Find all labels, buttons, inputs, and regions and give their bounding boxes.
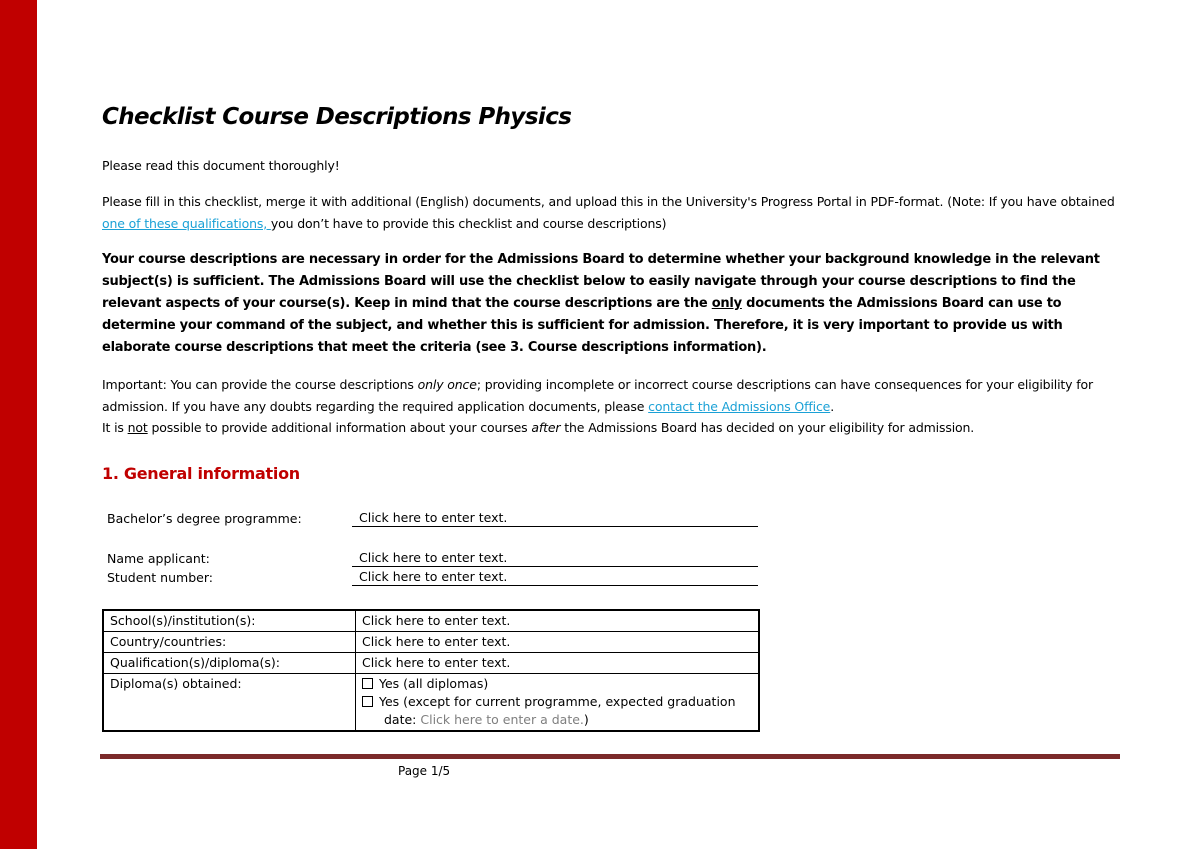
- diploma-option-except: [362, 693, 752, 711]
- importance-text-b: documents the Admissions Board can use to determine your command of the subject, and whether this is sufficient for admission. Therefore, it is very important to provide us with elaborate course descriptions that meet the criteria (see 3. Course descriptions information).: [102, 296, 1063, 355]
- document-title: Checklist Course Descriptions Physics: [102, 104, 572, 130]
- school-field[interactable]: Click here to enter text.: [356, 610, 760, 632]
- note-text-b: possible to provide additional information about your courses: [147, 420, 532, 435]
- section-general-information-heading: 1. General information: [102, 464, 300, 483]
- importance-only-word: only: [711, 296, 742, 311]
- date-prefix: date:: [384, 712, 421, 727]
- instructions-text-a: Please fill in this checklist, merge it with additional (English) documents, and upload this in the University's Progress Portal in PDF-format. (Note: If you have obtained: [102, 194, 1115, 209]
- table-row: [103, 632, 759, 653]
- checkbox-all-diplomas[interactable]: [362, 678, 373, 689]
- qualification-label: Qualification(s)/diploma(s):: [103, 653, 356, 674]
- table-row: [103, 653, 759, 674]
- importance-text-a: Your course descriptions are necessary in order for the Admissions Board to determine whether your background knowledge in the relevant subject(s) is sufficient. The Admissions Board will use the checklist below to easily navigate through your course descriptions to find the relevant aspects of your course(s). Keep in mind that the course descriptions are the: [102, 252, 1100, 311]
- qualifications-link[interactable]: one of these qualifications,: [102, 215, 271, 231]
- bachelor-programme-row: [102, 509, 760, 529]
- bachelor-programme-field[interactable]: Click here to enter text.: [352, 509, 758, 527]
- diploma-obtained-label: Diploma(s) obtained:: [103, 674, 356, 732]
- school-label: School(s)/institution(s):: [103, 610, 356, 632]
- checkbox-except-current[interactable]: [362, 696, 373, 707]
- contact-admissions-link[interactable]: contact the Admissions Office: [648, 398, 831, 414]
- student-number-label: Student number:: [107, 570, 213, 585]
- note-text-c: the Admissions Board has decided on your eligibility for admission.: [560, 420, 975, 435]
- important-text-a: Important: You can provide the course descriptions: [102, 377, 418, 392]
- importance-paragraph: [102, 249, 1117, 359]
- note-not-word: not: [127, 420, 148, 435]
- important-text-c: .: [830, 398, 835, 414]
- name-applicant-row: [102, 549, 760, 569]
- footer-rule: [100, 754, 1120, 759]
- instructions-text-b: you don’t have to provide this checklist and course descriptions): [270, 215, 667, 231]
- instructions-paragraph: [102, 191, 1117, 234]
- note-text-a: It is: [102, 420, 128, 435]
- qualification-field[interactable]: Click here to enter text.: [356, 653, 760, 674]
- option-except-label: Yes (except for current programme, expected graduation: [379, 694, 736, 709]
- institution-info-table: [102, 609, 760, 732]
- note-after-word: after: [531, 420, 561, 435]
- important-note-paragraph: [102, 374, 1117, 439]
- graduation-date-row: [362, 711, 752, 729]
- student-number-row: [102, 568, 760, 588]
- table-row: [103, 610, 759, 632]
- diploma-option-all: [362, 675, 752, 693]
- name-applicant-label: Name applicant:: [107, 551, 210, 566]
- intro-text: Please read this document thoroughly!: [102, 158, 340, 173]
- date-suffix: ): [583, 712, 589, 727]
- graduation-date-field[interactable]: Click here to enter a date.: [420, 712, 584, 727]
- important-only-once: only once: [417, 377, 477, 392]
- student-number-field[interactable]: Click here to enter text.: [352, 568, 758, 586]
- country-field[interactable]: Click here to enter text.: [356, 632, 760, 653]
- bachelor-programme-label: Bachelor’s degree programme:: [107, 511, 302, 526]
- diploma-obtained-options: [356, 674, 760, 732]
- country-label: Country/countries:: [103, 632, 356, 653]
- name-applicant-field[interactable]: Click here to enter text.: [352, 549, 758, 567]
- option-all-label: Yes (all diplomas): [379, 676, 489, 691]
- table-row: [103, 674, 759, 732]
- important-text-b: ; providing incomplete or incorrect course descriptions can have consequences for your eligibility for admission. If you have any doubts regarding the required application documents, please: [102, 377, 1093, 414]
- page-number: Page 1/5: [398, 764, 451, 778]
- left-red-margin-bar: [0, 0, 37, 849]
